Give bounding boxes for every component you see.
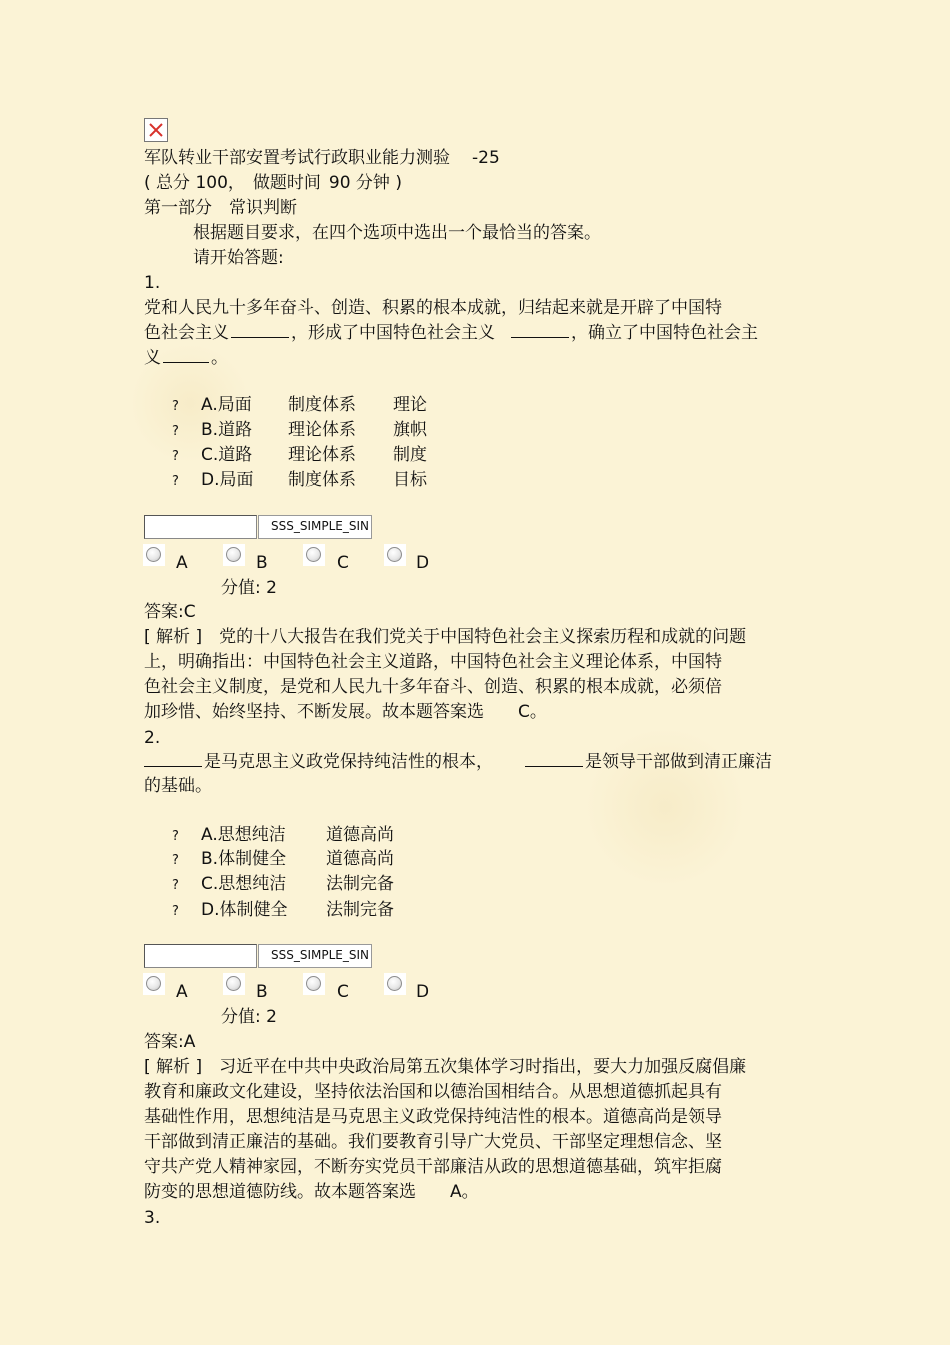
option-term: 道德高尚 xyxy=(326,849,394,869)
question-text-fragment: 是领导干部做到清正廉洁 xyxy=(585,752,772,772)
bullet-icon: ? xyxy=(172,878,179,893)
option-label: D.体制健全 xyxy=(201,900,288,920)
option-row xyxy=(172,823,394,849)
analysis-line: [ 解析 ] 党的十八大报告在我们党关于中国特色社会主义探索历程和成就的问题 xyxy=(144,627,747,647)
analysis-line: 上，明确指出：中国特色社会主义道路，中国特色社会主义理论体系，中国特 xyxy=(144,652,722,672)
bullet-icon: ? xyxy=(172,904,179,919)
fill-blank xyxy=(511,321,569,338)
answer-key: 答案:C xyxy=(144,602,196,622)
option-row xyxy=(172,847,394,873)
option-label: B.体制健全 xyxy=(201,849,287,869)
option-label: A.思想纯洁 xyxy=(201,825,286,845)
question-type-select[interactable]: SSS_SIMPLE_SIN xyxy=(258,944,372,968)
answer-input[interactable] xyxy=(144,515,257,539)
radio-option-c[interactable] xyxy=(306,547,321,562)
analysis-line: 教育和廉政文化建设，坚持依法治国和以德治国相结合。从思想道德抓起具有 xyxy=(144,1082,722,1102)
bullet-icon: ? xyxy=(172,474,179,489)
option-row xyxy=(172,418,427,444)
radio-label: D xyxy=(416,982,430,1002)
radio-label: A xyxy=(176,982,188,1002)
question-text-line: 的基础。 xyxy=(144,776,212,796)
analysis-line: 色社会主义制度，是党和人民九十多年奋斗、创造、积累的根本成就，必须倍 xyxy=(144,677,722,697)
bullet-icon: ? xyxy=(172,829,179,844)
question-text-fragment: 。 xyxy=(211,348,228,368)
answer-key: 答案:A xyxy=(144,1032,196,1052)
question-text-fragment: ，确立了中国特色社会主 xyxy=(571,323,758,343)
doc-subtitle xyxy=(144,171,402,195)
analysis-line: [ 解析 ] 习近平在中共中央政治局第五次集体学习时指出，要大力加强反腐倡廉 xyxy=(144,1057,747,1077)
start-prompt: 请开始答题: xyxy=(193,248,284,268)
option-term: 制度体系 xyxy=(288,470,356,490)
fill-blank xyxy=(163,346,209,363)
radio-option-b[interactable] xyxy=(226,547,241,562)
radio-option-c[interactable] xyxy=(306,976,321,991)
question-type-select[interactable]: SSS_SIMPLE_SIN xyxy=(258,515,372,539)
question-text-line xyxy=(144,321,758,345)
radio-label: D xyxy=(416,553,430,573)
question-number: 1. xyxy=(144,273,161,293)
option-row xyxy=(172,468,427,494)
question-text-line xyxy=(144,750,772,774)
option-label: C.思想纯洁 xyxy=(201,874,287,894)
part-heading: 第一部分 常识判断 xyxy=(144,198,297,218)
analysis-line: 加珍惜、始终坚持、不断发展。故本题答案选 C。 xyxy=(144,702,547,722)
option-label: A.局面 xyxy=(201,395,252,415)
option-term: 法制完备 xyxy=(326,874,394,894)
option-term: 理论 xyxy=(393,395,427,415)
analysis-line: 守共产党人精神家园，不断夯实党员干部廉洁从政的思想道德基础，筑牢拒腐 xyxy=(144,1157,722,1177)
analysis-line: 干部做到清正廉洁的基础。我们要教育引导广大党员、干部坚定理想信念、坚 xyxy=(144,1132,722,1152)
subtitle-time-label: 做题时间 xyxy=(252,173,321,193)
fill-blank xyxy=(525,750,583,767)
question-text-fragment: ，形成了中国特色社会主义 xyxy=(291,323,495,343)
broken-image-icon xyxy=(144,118,168,142)
bullet-icon: ? xyxy=(172,449,179,464)
question-number: 3. xyxy=(144,1208,161,1228)
radio-label: C xyxy=(337,553,349,573)
option-label: D.局面 xyxy=(201,470,254,490)
radio-option-a[interactable] xyxy=(146,547,161,562)
option-row xyxy=(172,898,394,924)
analysis-line: 防变的思想道德防线。故本题答案选 A。 xyxy=(144,1182,479,1202)
radio-option-a[interactable] xyxy=(146,976,161,991)
option-label: B.道路 xyxy=(201,420,253,440)
option-row xyxy=(172,393,427,419)
bullet-icon: ? xyxy=(172,424,179,439)
option-term: 理论体系 xyxy=(288,420,356,440)
option-term: 旗帜 xyxy=(393,420,427,440)
bullet-icon: ? xyxy=(172,399,179,414)
option-row xyxy=(172,872,394,898)
subtitle-time-value: 90 分钟 ) xyxy=(328,173,402,193)
radio-label: B xyxy=(256,982,268,1002)
subtitle-total: ( 总分 100， xyxy=(144,173,245,193)
answer-input[interactable] xyxy=(144,944,257,968)
radio-option-d[interactable] xyxy=(387,547,402,562)
option-term: 制度体系 xyxy=(288,395,356,415)
radio-option-d[interactable] xyxy=(387,976,402,991)
question-text-fragment: 是马克思主义政党保持纯洁性的根本， xyxy=(204,752,493,772)
question-text-fragment: 色社会主义 xyxy=(144,323,229,343)
question-number: 2. xyxy=(144,728,161,748)
radio-option-b[interactable] xyxy=(226,976,241,991)
question-text-line: 党和人民九十多年奋斗、创造、积累的根本成就，归结起来就是开辟了中国特 xyxy=(144,298,722,318)
doc-title-text: 军队转业干部安置考试行政职业能力测验 xyxy=(144,148,450,168)
option-term: 道德高尚 xyxy=(326,825,394,845)
doc-title xyxy=(144,146,500,170)
score-value: 分值: 2 xyxy=(221,1007,277,1027)
doc-title-number: -25 xyxy=(472,148,500,168)
option-term: 法制完备 xyxy=(326,900,394,920)
option-term: 制度 xyxy=(393,445,427,465)
instruction-text: 根据题目要求，在四个选项中选出一个最恰当的答案。 xyxy=(193,223,601,243)
option-row xyxy=(172,443,427,469)
fill-blank xyxy=(231,321,289,338)
bullet-icon: ? xyxy=(172,853,179,868)
question-text-fragment: 义 xyxy=(144,348,161,368)
radio-label: B xyxy=(256,553,268,573)
question-text-line xyxy=(144,346,228,370)
radio-label: C xyxy=(337,982,349,1002)
radio-label: A xyxy=(176,553,188,573)
fill-blank xyxy=(144,750,202,767)
option-term: 目标 xyxy=(393,470,427,490)
option-label: C.道路 xyxy=(201,445,253,465)
score-value: 分值: 2 xyxy=(221,578,277,598)
option-term: 理论体系 xyxy=(288,445,356,465)
analysis-line: 基础性作用，思想纯洁是马克思主义政党保持纯洁性的根本。道德高尚是领导 xyxy=(144,1107,722,1127)
